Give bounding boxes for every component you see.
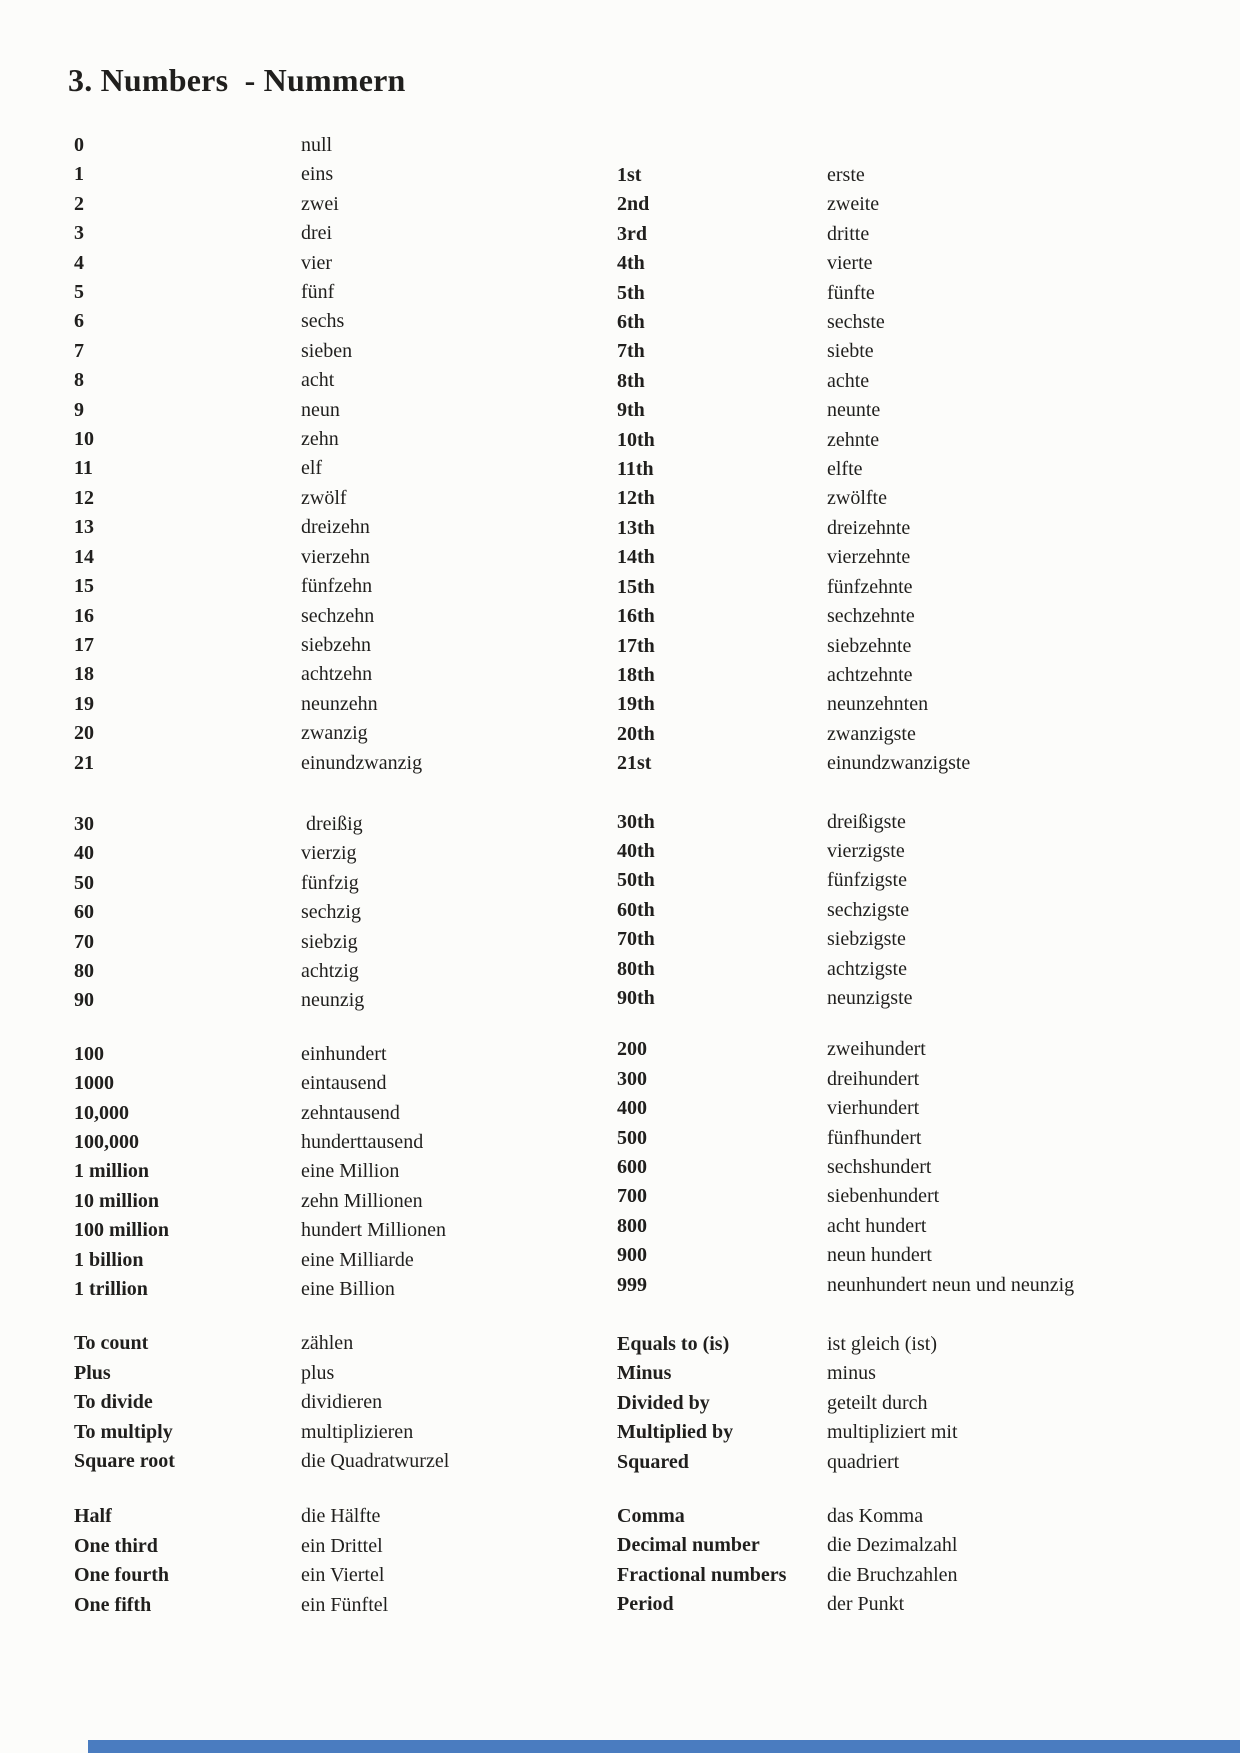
vocab-row bbox=[74, 454, 574, 483]
translation-german: dritte bbox=[827, 222, 870, 245]
vocab-row bbox=[617, 1418, 1217, 1447]
term-english: 700 bbox=[617, 1185, 647, 1208]
vocab-row bbox=[74, 572, 574, 601]
block-tens bbox=[74, 810, 574, 1016]
translation-german: achtzehnte bbox=[827, 663, 913, 686]
term-english: 6th bbox=[617, 311, 645, 334]
translation-german: dividieren bbox=[301, 1391, 383, 1414]
term-english: 16th bbox=[617, 605, 655, 628]
vocab-row bbox=[617, 837, 1217, 866]
term-english: Period bbox=[617, 1593, 674, 1616]
vocab-row bbox=[74, 1532, 574, 1561]
vocab-row bbox=[617, 1448, 1217, 1477]
vocab-row bbox=[617, 1359, 1217, 1388]
vocab-row bbox=[617, 1531, 1217, 1560]
term-english: To count bbox=[74, 1332, 149, 1355]
term-english: 100 bbox=[74, 1042, 104, 1065]
translation-german: achte bbox=[827, 369, 870, 392]
vocab-row bbox=[74, 1591, 574, 1620]
vocab-row bbox=[617, 1124, 1217, 1153]
term-english: Divided by bbox=[617, 1391, 710, 1414]
page-title: 3. Numbers - Nummern bbox=[68, 62, 406, 98]
term-english: 70th bbox=[617, 928, 655, 951]
term-english: 18 bbox=[74, 663, 94, 686]
term-english: To multiply bbox=[74, 1420, 173, 1443]
translation-german: zwanzig bbox=[301, 722, 368, 745]
translation-german: zehnte bbox=[827, 428, 880, 451]
block-math-operators bbox=[617, 1330, 1217, 1477]
term-english: 30 bbox=[74, 812, 94, 835]
vocab-row bbox=[617, 1271, 1217, 1300]
term-english: 80 bbox=[74, 959, 94, 982]
translation-german: ein Drittel bbox=[301, 1534, 383, 1557]
translation-german: zehntausend bbox=[301, 1101, 400, 1124]
vocab-row bbox=[74, 1216, 574, 1245]
translation-german: fünfzig bbox=[301, 871, 359, 894]
translation-german: plus bbox=[301, 1361, 335, 1384]
translation-german: zwanzigste bbox=[827, 722, 916, 745]
block-punctuation bbox=[617, 1502, 1217, 1620]
translation-german: hunderttausend bbox=[301, 1131, 424, 1153]
translation-german: die Dezimalzahl bbox=[827, 1534, 958, 1557]
vocab-row bbox=[617, 1590, 1217, 1619]
vocab-row bbox=[74, 602, 574, 631]
translation-german: ein Viertel bbox=[301, 1564, 385, 1587]
right-column bbox=[617, 161, 1217, 1620]
translation-german: zehn Millionen bbox=[301, 1189, 423, 1212]
translation-german: quadriert bbox=[827, 1450, 900, 1473]
translation-german: achtzehn bbox=[301, 663, 373, 686]
block-math-verbs bbox=[74, 1329, 574, 1476]
translation-german: zweite bbox=[827, 193, 880, 216]
translation-german: neunte bbox=[827, 399, 881, 422]
term-english: 100 million bbox=[74, 1219, 170, 1242]
term-english: 600 bbox=[617, 1156, 647, 1178]
vocab-row bbox=[617, 749, 1217, 778]
term-english: 1 trillion bbox=[74, 1278, 148, 1301]
term-english: 9th bbox=[617, 399, 645, 422]
term-english: One third bbox=[74, 1534, 158, 1557]
translation-german: drei bbox=[301, 222, 333, 245]
translation-german: vier bbox=[301, 251, 333, 274]
vocab-row bbox=[617, 602, 1217, 631]
term-english: Half bbox=[74, 1505, 112, 1528]
vocab-row bbox=[74, 1359, 574, 1388]
term-english: 13th bbox=[617, 516, 655, 539]
term-english: 400 bbox=[617, 1097, 647, 1120]
block-large-numbers bbox=[74, 1040, 574, 1305]
translation-german: sechs bbox=[301, 310, 345, 333]
translation-german: multipliziert mit bbox=[827, 1421, 958, 1444]
vocab-row bbox=[74, 1329, 574, 1358]
block-ordinals bbox=[617, 161, 1217, 779]
term-english: 17 bbox=[74, 633, 94, 656]
term-english: Comma bbox=[617, 1505, 685, 1528]
term-english: 50 bbox=[74, 871, 94, 894]
vocab-row bbox=[617, 925, 1217, 954]
translation-german: siebzehnte bbox=[827, 634, 912, 657]
translation-german: vierzehnte bbox=[827, 546, 911, 569]
translation-german: elfte bbox=[827, 458, 863, 481]
term-english: 10,000 bbox=[74, 1101, 129, 1124]
term-english: 0 bbox=[74, 134, 84, 156]
translation-german: minus bbox=[827, 1362, 876, 1385]
translation-german: dreizehn bbox=[301, 516, 370, 539]
translation-german: dreizehnte bbox=[827, 516, 911, 539]
term-english: 30th bbox=[617, 810, 655, 833]
vocab-row bbox=[617, 161, 1217, 190]
translation-german: siebzig bbox=[301, 930, 358, 953]
translation-german: vierte bbox=[827, 252, 873, 275]
vocab-row bbox=[74, 957, 574, 986]
vocab-row bbox=[74, 160, 574, 189]
translation-german: dreihundert bbox=[827, 1067, 920, 1090]
translation-german: geteilt durch bbox=[827, 1391, 928, 1414]
block-ordinal-tens bbox=[617, 808, 1217, 1014]
term-english: 5 bbox=[74, 281, 84, 304]
vocab-row bbox=[74, 131, 574, 160]
term-english: 8th bbox=[617, 369, 645, 392]
translation-german: zählen bbox=[301, 1332, 354, 1355]
term-english: 3 bbox=[74, 222, 84, 245]
translation-german: eine Milliarde bbox=[301, 1248, 414, 1271]
vocab-row bbox=[74, 484, 574, 513]
translation-german: hundert Millionen bbox=[301, 1219, 446, 1242]
term-english: 13 bbox=[74, 516, 94, 539]
vocab-row bbox=[617, 1330, 1217, 1359]
left-column bbox=[74, 131, 574, 1620]
vocab-row bbox=[74, 986, 574, 1015]
term-english: 11th bbox=[617, 458, 654, 481]
vocab-row bbox=[617, 573, 1217, 602]
translation-german: null bbox=[301, 134, 333, 156]
term-english: 1 bbox=[74, 163, 84, 186]
vocab-row bbox=[74, 1561, 574, 1590]
term-english: 1 million bbox=[74, 1160, 150, 1183]
term-english: 90th bbox=[617, 986, 655, 1009]
translation-german: neun hundert bbox=[827, 1244, 932, 1267]
translation-german: fünf bbox=[301, 281, 335, 304]
term-english: 8 bbox=[74, 369, 84, 392]
vocab-row bbox=[74, 1447, 574, 1476]
term-english: 900 bbox=[617, 1244, 647, 1267]
translation-german: neunzig bbox=[301, 989, 365, 1012]
term-english: 10 bbox=[74, 428, 94, 451]
term-english: One fifth bbox=[74, 1593, 152, 1616]
translation-german: ist gleich (ist) bbox=[827, 1333, 937, 1356]
term-english: 100,000 bbox=[74, 1131, 139, 1153]
block-fractions bbox=[74, 1502, 574, 1620]
vocab-row bbox=[617, 1561, 1217, 1590]
translation-german: vierzehn bbox=[301, 545, 370, 568]
translation-german: neunhundert neun und neunzig bbox=[827, 1273, 1075, 1296]
translation-german: der Punkt bbox=[827, 1593, 905, 1616]
translation-german: neun bbox=[301, 398, 340, 421]
translation-german: dreißig bbox=[301, 812, 363, 835]
translation-german: multiplizieren bbox=[301, 1420, 414, 1443]
vocab-row bbox=[617, 1153, 1217, 1182]
vocab-row bbox=[617, 690, 1217, 719]
term-english: 20 bbox=[74, 722, 94, 745]
translation-german: sechzigste bbox=[827, 898, 910, 921]
term-english: 6 bbox=[74, 310, 84, 333]
term-english: 12th bbox=[617, 487, 655, 510]
vocab-row bbox=[74, 307, 574, 336]
translation-german: dreißigste bbox=[827, 810, 906, 833]
vocab-row bbox=[617, 514, 1217, 543]
translation-german: fünfzehn bbox=[301, 575, 373, 598]
translation-german: acht hundert bbox=[827, 1214, 927, 1237]
term-english: Decimal number bbox=[617, 1534, 760, 1557]
translation-german: einundzwanzig bbox=[301, 751, 423, 774]
vocab-row bbox=[617, 1212, 1217, 1241]
term-english: 10th bbox=[617, 428, 655, 451]
term-english: 300 bbox=[617, 1067, 647, 1090]
term-english: Fractional numbers bbox=[617, 1563, 787, 1586]
translation-german: sechzehn bbox=[301, 604, 375, 627]
term-english: 70 bbox=[74, 930, 94, 953]
term-english: 200 bbox=[617, 1038, 647, 1061]
vocab-row bbox=[617, 367, 1217, 396]
vocab-row bbox=[617, 1035, 1217, 1064]
translation-german: siebte bbox=[827, 340, 874, 363]
translation-german: siebzehn bbox=[301, 633, 371, 656]
vocab-row bbox=[74, 366, 574, 395]
term-english: 19 bbox=[74, 692, 94, 715]
translation-german: eine Billion bbox=[301, 1278, 395, 1301]
term-english: 800 bbox=[617, 1214, 647, 1237]
translation-german: zwölfte bbox=[827, 487, 887, 510]
vocab-row bbox=[617, 866, 1217, 895]
term-english: 1st bbox=[617, 164, 642, 186]
vocab-row bbox=[617, 808, 1217, 837]
vocab-row bbox=[74, 513, 574, 542]
term-english: 50th bbox=[617, 869, 655, 892]
translation-german: die Quadratwurzel bbox=[301, 1450, 450, 1473]
translation-german: sechshundert bbox=[827, 1156, 932, 1178]
term-english: 1 billion bbox=[74, 1248, 144, 1271]
vocab-row bbox=[74, 219, 574, 248]
term-english: 60 bbox=[74, 901, 94, 924]
translation-german: das Komma bbox=[827, 1505, 924, 1528]
term-english: 14 bbox=[74, 545, 94, 568]
term-english: Multiplied by bbox=[617, 1421, 734, 1444]
vocab-row bbox=[74, 1246, 574, 1275]
translation-german: zweihundert bbox=[827, 1038, 926, 1061]
translation-german: eins bbox=[301, 163, 334, 186]
vocab-row bbox=[74, 396, 574, 425]
vocab-row bbox=[617, 308, 1217, 337]
term-english: 999 bbox=[617, 1273, 647, 1296]
vocab-row bbox=[74, 839, 574, 868]
vocab-row bbox=[617, 455, 1217, 484]
vocab-row bbox=[74, 1502, 574, 1531]
term-english: 15 bbox=[74, 575, 94, 598]
term-english: 500 bbox=[617, 1126, 647, 1149]
vocab-row bbox=[74, 660, 574, 689]
term-english: 16 bbox=[74, 604, 94, 627]
vocab-row bbox=[617, 1502, 1217, 1531]
vocab-row bbox=[617, 1389, 1217, 1418]
translation-german: eine Million bbox=[301, 1160, 400, 1183]
vocab-row bbox=[617, 984, 1217, 1013]
vocab-row bbox=[617, 1241, 1217, 1270]
term-english: Square root bbox=[74, 1450, 175, 1473]
translation-german: sechzig bbox=[301, 901, 361, 924]
vocab-row bbox=[74, 928, 574, 957]
translation-german: siebzigste bbox=[827, 928, 906, 951]
vocab-row bbox=[74, 1040, 574, 1069]
vocab-row bbox=[74, 1418, 574, 1447]
translation-german: elf bbox=[301, 457, 323, 480]
vocab-row bbox=[74, 898, 574, 927]
term-english: 15th bbox=[617, 575, 655, 598]
term-english: 21st bbox=[617, 752, 652, 775]
term-english: 7 bbox=[74, 339, 84, 362]
term-english: 2nd bbox=[617, 193, 650, 216]
vocab-row bbox=[74, 1187, 574, 1216]
translation-german: die Bruchzahlen bbox=[827, 1563, 958, 1586]
translation-german: vierzig bbox=[301, 842, 357, 865]
vocab-row bbox=[617, 896, 1217, 925]
term-english: 10 million bbox=[74, 1189, 160, 1212]
term-english: 9 bbox=[74, 398, 84, 421]
translation-german: sechzehnte bbox=[827, 605, 915, 628]
term-english: 60th bbox=[617, 898, 655, 921]
vocab-row bbox=[617, 1094, 1217, 1123]
term-english: 5th bbox=[617, 281, 645, 304]
vocab-row bbox=[617, 190, 1217, 219]
term-english: 4 bbox=[74, 251, 84, 274]
term-english: Squared bbox=[617, 1450, 689, 1473]
vocab-row bbox=[74, 543, 574, 572]
translation-german: erste bbox=[827, 164, 865, 186]
translation-german: zwölf bbox=[301, 486, 347, 509]
translation-german: fünfzigste bbox=[827, 869, 907, 892]
term-english: 21 bbox=[74, 751, 94, 774]
term-english: 80th bbox=[617, 957, 655, 980]
vocab-row bbox=[74, 249, 574, 278]
term-english: 3rd bbox=[617, 222, 647, 245]
vocab-row bbox=[74, 1128, 574, 1157]
vocab-row bbox=[617, 543, 1217, 572]
vocab-row bbox=[617, 337, 1217, 366]
vocab-row bbox=[74, 425, 574, 454]
vocab-row bbox=[74, 749, 574, 778]
vocab-row bbox=[74, 631, 574, 660]
term-english: 11 bbox=[74, 457, 93, 480]
translation-german: neunzehnten bbox=[827, 693, 929, 716]
vocab-row bbox=[74, 190, 574, 219]
term-english: Minus bbox=[617, 1362, 672, 1385]
term-english: 40th bbox=[617, 839, 655, 862]
term-english: 19th bbox=[617, 693, 655, 716]
translation-german: sechste bbox=[827, 311, 885, 334]
vocab-row bbox=[74, 278, 574, 307]
term-english: 14th bbox=[617, 546, 655, 569]
translation-german: einundzwanzigste bbox=[827, 752, 971, 775]
vocab-row bbox=[74, 1157, 574, 1186]
block-hundreds bbox=[617, 1035, 1217, 1300]
block-cardinals bbox=[74, 131, 574, 778]
term-english: 90 bbox=[74, 989, 94, 1012]
term-english: 12 bbox=[74, 486, 94, 509]
vocab-row bbox=[74, 1388, 574, 1417]
translation-german: zehn bbox=[301, 428, 339, 451]
term-english: Equals to (is) bbox=[617, 1333, 730, 1356]
translation-german: siebenhundert bbox=[827, 1185, 940, 1208]
term-english: 17th bbox=[617, 634, 655, 657]
vocab-row bbox=[617, 220, 1217, 249]
vocab-row bbox=[617, 1065, 1217, 1094]
translation-german: die Hälfte bbox=[301, 1505, 381, 1528]
term-english: 18th bbox=[617, 663, 655, 686]
translation-german: sieben bbox=[301, 339, 353, 362]
vocab-row bbox=[617, 279, 1217, 308]
vocab-row bbox=[617, 720, 1217, 749]
vocab-row bbox=[617, 1182, 1217, 1211]
translation-german: neunzigste bbox=[827, 986, 913, 1009]
translation-german: zwei bbox=[301, 192, 339, 215]
translation-german: eintausend bbox=[301, 1072, 387, 1095]
term-english: 7th bbox=[617, 340, 645, 363]
footer-accent-bar bbox=[88, 1740, 1240, 1753]
translation-german: fünfte bbox=[827, 281, 875, 304]
vocab-row bbox=[74, 690, 574, 719]
vocab-row bbox=[617, 396, 1217, 425]
term-english: To divide bbox=[74, 1391, 153, 1414]
translation-german: fünfzehnte bbox=[827, 575, 913, 598]
vocab-row bbox=[74, 869, 574, 898]
vocab-row bbox=[617, 249, 1217, 278]
vocab-row bbox=[617, 484, 1217, 513]
vocab-row bbox=[74, 810, 574, 839]
vocab-row bbox=[617, 426, 1217, 455]
translation-german: achtzigste bbox=[827, 957, 907, 980]
translation-german: achtzig bbox=[301, 959, 359, 982]
translation-german: acht bbox=[301, 369, 335, 392]
term-english: 20th bbox=[617, 722, 655, 745]
translation-german: neunzehn bbox=[301, 692, 378, 715]
vocab-row bbox=[617, 955, 1217, 984]
term-english: 1000 bbox=[74, 1072, 114, 1095]
vocab-row bbox=[74, 1275, 574, 1304]
term-english: Plus bbox=[74, 1361, 111, 1384]
translation-german: vierhundert bbox=[827, 1097, 920, 1120]
term-english: 2 bbox=[74, 192, 84, 215]
term-english: 4th bbox=[617, 252, 645, 275]
vocab-row bbox=[74, 337, 574, 366]
translation-german: vierzigste bbox=[827, 839, 905, 862]
translation-german: ein Fünftel bbox=[301, 1593, 389, 1616]
term-english: One fourth bbox=[74, 1564, 169, 1587]
translation-german: einhundert bbox=[301, 1042, 387, 1065]
vocab-row bbox=[74, 719, 574, 748]
vocab-row bbox=[74, 1099, 574, 1128]
vocab-row bbox=[617, 661, 1217, 690]
translation-german: fünfhundert bbox=[827, 1126, 922, 1149]
term-english: 40 bbox=[74, 842, 94, 865]
vocab-row bbox=[617, 632, 1217, 661]
vocab-row bbox=[74, 1069, 574, 1098]
